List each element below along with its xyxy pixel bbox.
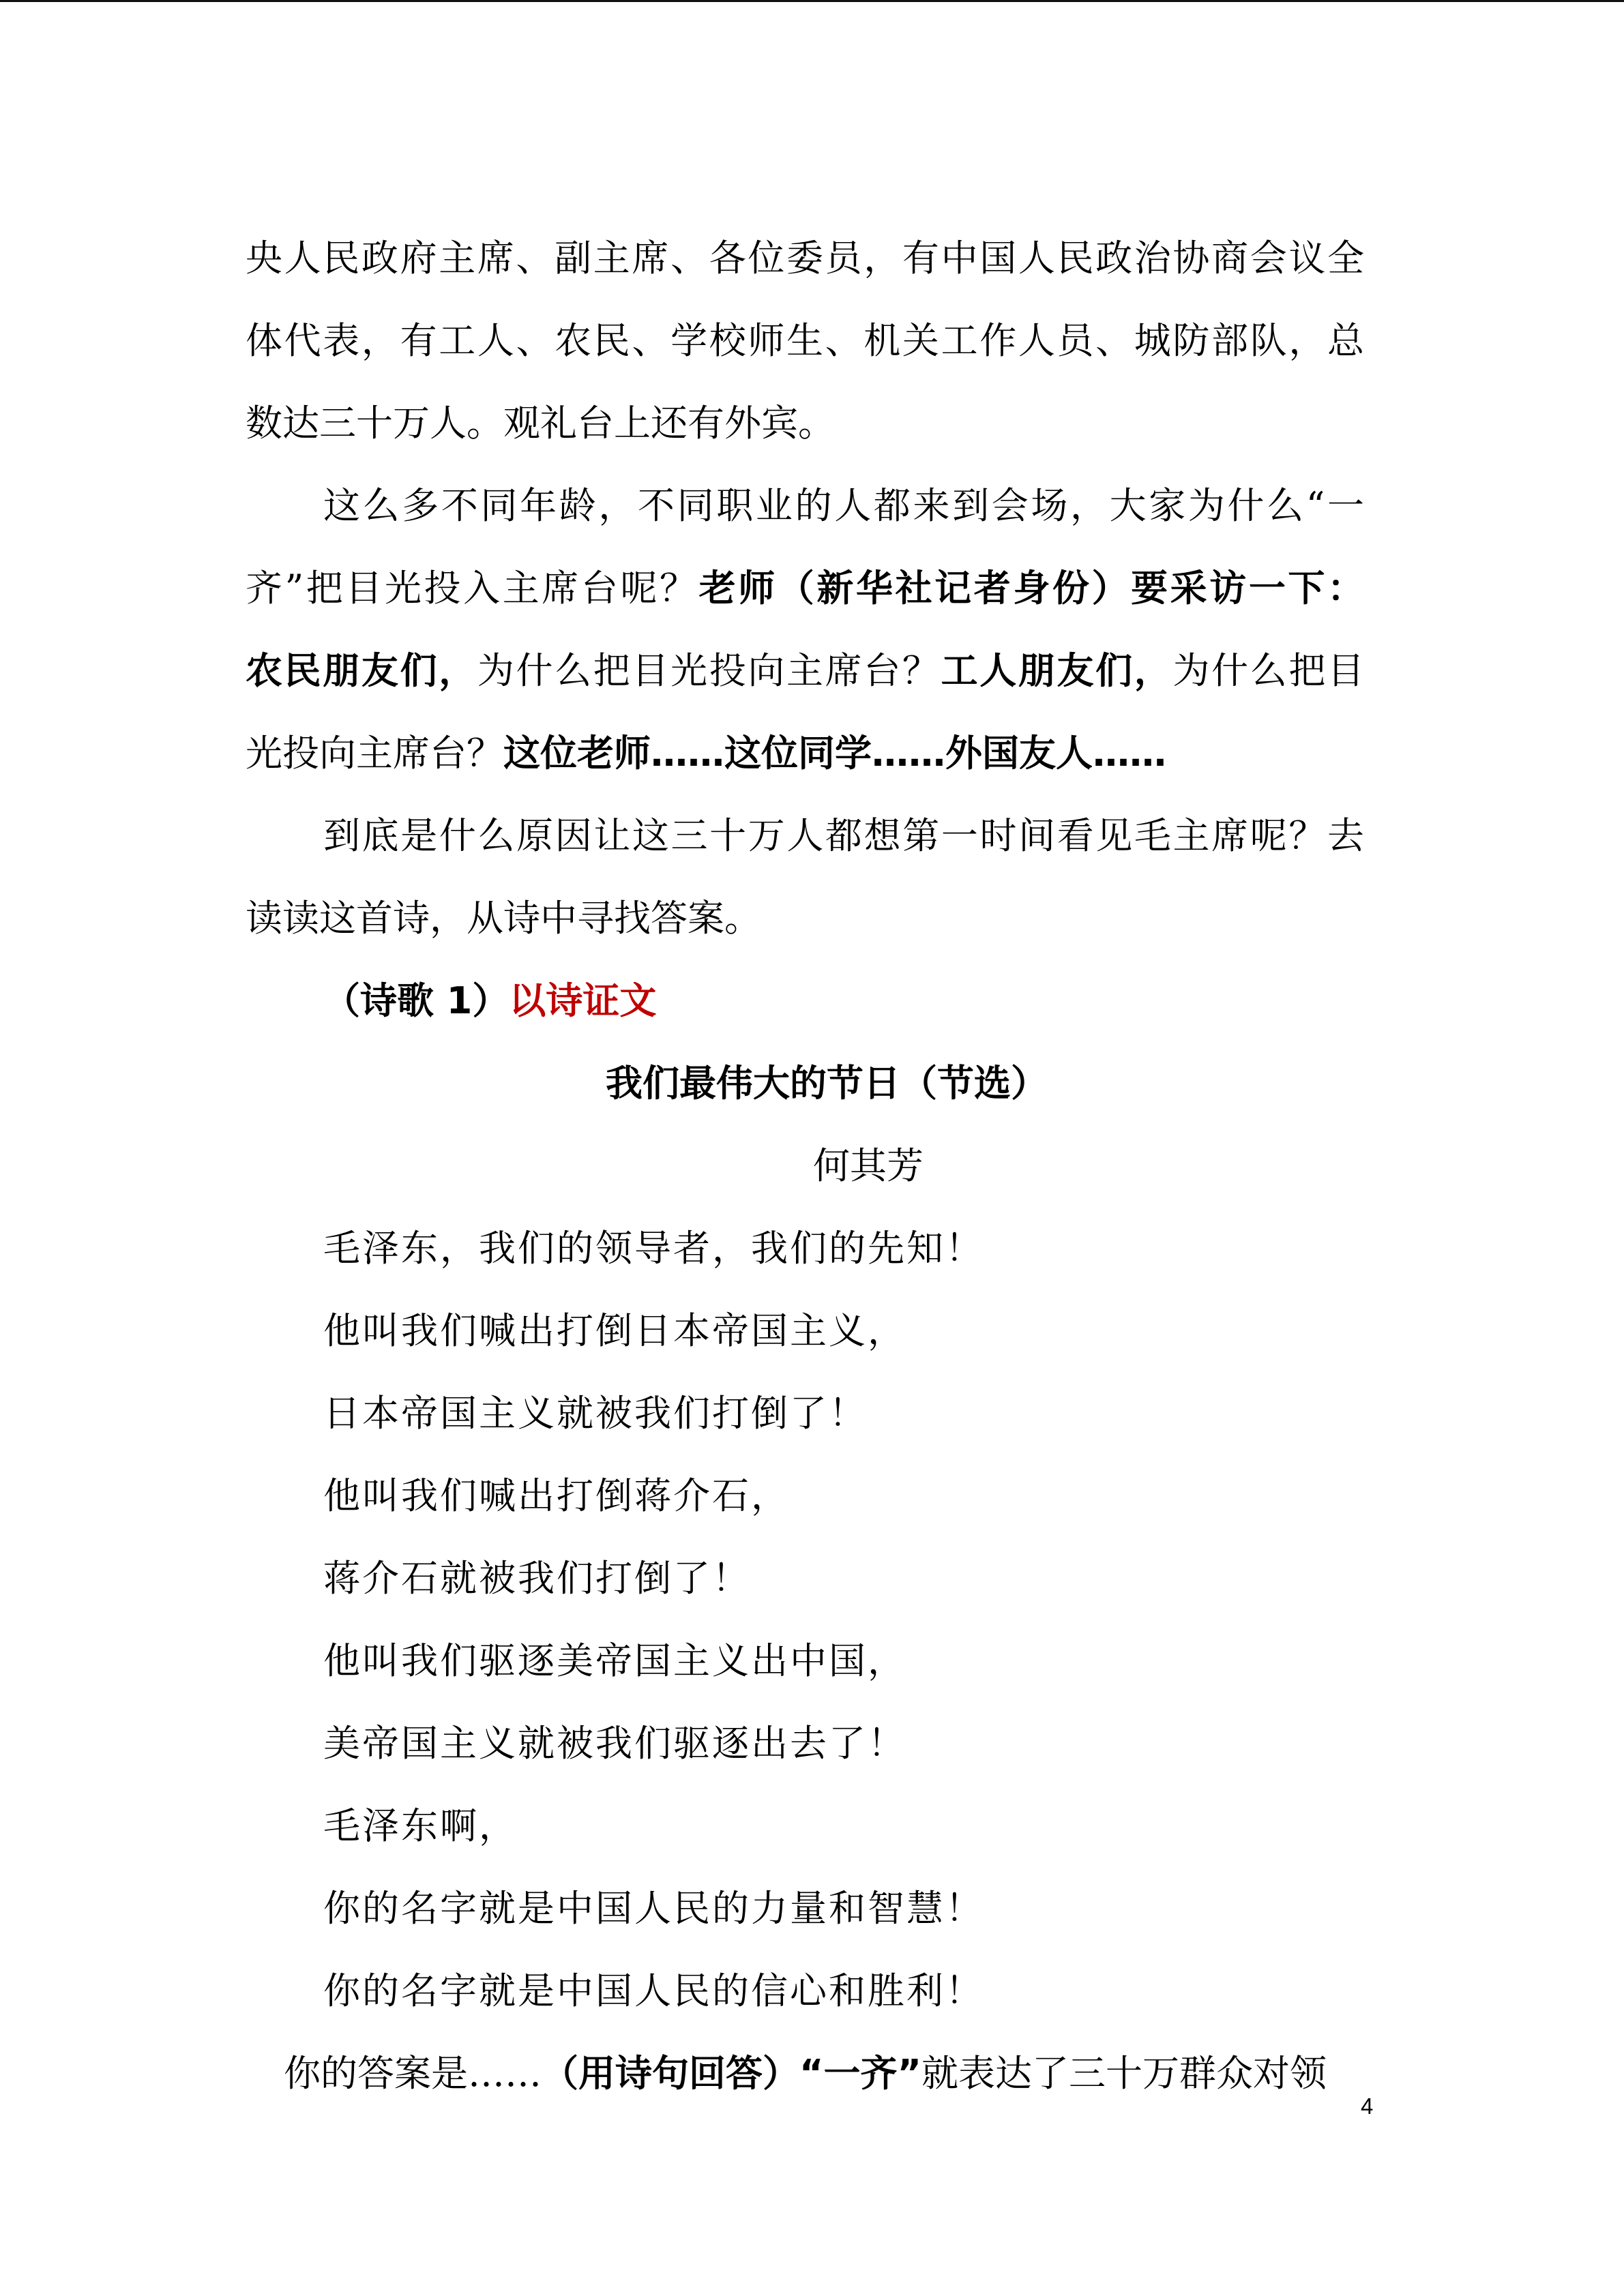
bold-text-run: （用诗句回答）“一齐”	[542, 2052, 921, 2095]
section-heading	[246, 959, 1364, 1042]
answer-line	[246, 2032, 1364, 2115]
section-label: （诗歌 1）	[323, 979, 510, 1022]
page-number: 4	[1361, 2093, 1374, 2119]
text-run: 你的答案是……	[284, 2052, 542, 2095]
paragraph-line: 体代表，有工人、农民、学校师生、机关工作人员、城防部队，总	[246, 319, 1364, 362]
poem-line: 你的名字就是中国人民的力量和智慧！	[323, 1887, 984, 1930]
paragraph-line: 这么多不同年龄，不同职业的人都来到会场，大家为什么“一	[323, 484, 1364, 527]
poem-line: 美帝国主义就被我们驱逐出去了！	[323, 1722, 906, 1765]
poem-line: 日本帝国主义就被我们打倒了！	[323, 1392, 868, 1435]
paragraph-line: 到底是什么原因让这三十万人都想第一时间看见毛主席呢？去	[323, 814, 1364, 857]
poem-line: 他叫我们喊出打倒蒋介石，	[323, 1474, 790, 1517]
poem-title: 我们最伟大的节日（节选）	[606, 1061, 1048, 1105]
paragraph-line: 数达三十万人。观礼台上还有外宾。	[246, 402, 835, 445]
paragraph-line: 读读这首诗，从诗中寻找答案。	[246, 897, 761, 940]
poem-line: 蒋介石就被我们打倒了！	[323, 1557, 751, 1600]
bold-text-run: 农民朋友们，	[246, 649, 477, 692]
poem-line: 你的名字就是中国人民的信心和胜利！	[323, 1969, 984, 2012]
poem-line: 毛泽东啊，	[323, 1804, 518, 1847]
paragraph-line	[246, 712, 1364, 794]
poem-line: 他叫我们喊出打倒日本帝国主义，	[323, 1309, 906, 1352]
section-title: 以诗证文	[509, 979, 657, 1022]
top-border	[0, 0, 1624, 2]
bold-text-run: 老师（新华社记者身份）要采访一下：	[698, 567, 1365, 610]
text-run: 齐”把目光投入主席台呢？	[246, 567, 699, 610]
page-body	[246, 217, 1364, 2115]
text-run: 光投向主席台？	[246, 732, 503, 775]
bold-text-run: 工人朋友们，	[941, 649, 1173, 692]
paragraph-line	[246, 547, 1364, 629]
poem-author: 何其芳	[813, 1144, 924, 1187]
text-run: 为什么把目	[1172, 649, 1365, 692]
poem-line: 他叫我们驱逐美帝国主义出中国，	[323, 1639, 906, 1682]
paragraph-line	[246, 629, 1364, 712]
text-run: 就表达了三十万群众对领	[921, 2052, 1327, 2095]
bold-text-run: 这位老师……这位同学……外国友人……	[503, 732, 1166, 775]
poem-line: 毛泽东，我们的领导者，我们的先知！	[323, 1227, 984, 1270]
text-run: 为什么把目光投向主席台？	[477, 649, 941, 692]
paragraph-line: 央人民政府主席、副主席、各位委员，有中国人民政治协商会议全	[246, 237, 1364, 280]
